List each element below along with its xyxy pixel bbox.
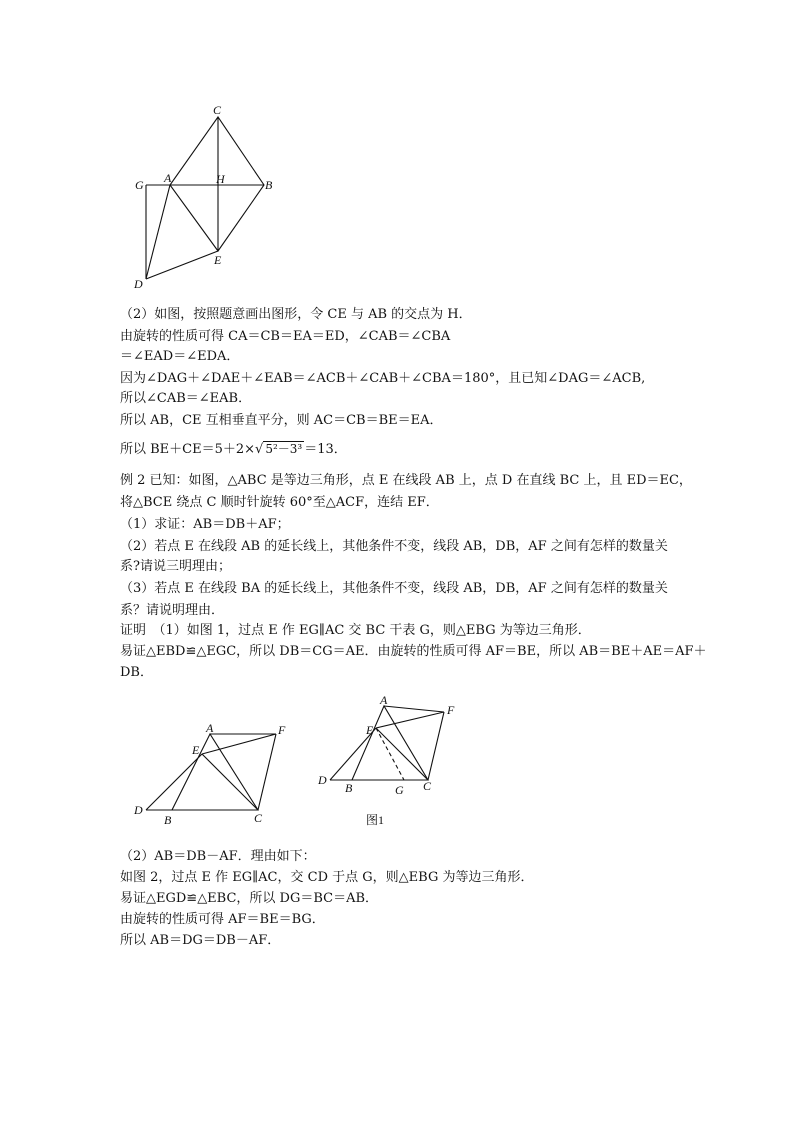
text-line-4: 因为∠DAG＋∠DAE＋∠EAB＝∠ACB＋∠CAB＋∠CBA＝180°，且已知∠DAG＝∠ACB,	[120, 371, 646, 386]
label-c: C	[423, 779, 432, 793]
text-line-9: 将△BCE 绕点 C 顺时针旋转 60°至△ACF，连结 EF．	[120, 495, 439, 510]
text-line-7-end: ＝13．	[304, 442, 347, 457]
label-g: G	[395, 783, 404, 797]
text-line-15: 证明 （1）如图 1，过点 E 作 EG∥AC 交 BC 干表 G，则△EBG 为等边三角形．	[120, 623, 591, 638]
label-b: B	[265, 178, 273, 192]
segment-da	[146, 185, 170, 279]
segment-ef	[376, 712, 444, 728]
label-c: C	[213, 105, 222, 117]
text-line-17: DB．	[120, 665, 153, 680]
label-e: E	[366, 723, 374, 737]
label-a: A	[380, 693, 388, 707]
text-line-7-start: 所以 BE＋CE＝5＋2×	[120, 442, 256, 457]
segment-de	[146, 754, 202, 810]
figure-1	[310, 692, 470, 832]
text-line-2: 由旋转的性质可得 CA＝CB＝EA＝ED，∠CAB＝∠CBA	[120, 329, 451, 344]
segment-eg-dashed	[376, 728, 404, 780]
label-d: D	[134, 277, 143, 291]
text-line-8: 例 2 已知：如图，△ABC 是等边三角形，点 E 在线段 AB 上，点 D 在直线 BC 上，且 ED＝EC，	[120, 473, 692, 488]
text-line-12: 系?请说三明理由；	[120, 559, 231, 574]
segment-ef	[202, 734, 276, 754]
sqrt-radicand: 5²－3³	[265, 442, 303, 456]
label-d: D	[318, 773, 327, 787]
label-b: B	[164, 813, 172, 827]
label-e: E	[214, 253, 222, 267]
text-line-3: ＝∠EAD＝∠EDA．	[120, 349, 240, 364]
text-line-16: 易证△EBD≌△EGC，所以 DB＝CG＝AE．由旋转的性质可得 AF＝BE，所以 AB＝BE＋AE＝AF＋	[120, 644, 707, 659]
text-line-6: 所以 AB，CE 互相垂直平分，则 AC＝CB＝BE＝EA．	[120, 413, 443, 428]
text-line-22: 所以 AB＝DG＝DB－AF．	[120, 933, 281, 948]
segment-ec	[202, 754, 258, 810]
label-b: B	[345, 781, 353, 795]
segment-de	[146, 251, 218, 279]
segment-af	[384, 706, 444, 712]
text-line-1: （2）如图，按照题意画出图形，令 CE 与 AB 的交点为 H．	[120, 307, 472, 322]
sqrt-expression: √ 5²－3³	[255, 442, 303, 457]
label-f: F	[278, 723, 286, 737]
triangle-abc	[172, 734, 258, 810]
text-line-19: 如图 2，过点 E 作 EG∥AC，交 CD 于点 G，则△EBG 为等边三角形．	[120, 870, 534, 885]
text-line-10: （1）求证：AB＝DB＋AF；	[120, 517, 290, 532]
text-line-14: 系？请说明理由．	[120, 603, 225, 618]
text-line-13: （3）若点 E 在线段 BA 的延长线上，其他条件不变，线段 AB，DB，AF 之间有怎样的数量关	[120, 581, 668, 596]
segment-fc	[428, 712, 444, 780]
label-h: H	[216, 172, 225, 186]
text-line-20: 易证△EGD≌△EBC，所以 DG＝BC＝AB．	[120, 891, 379, 906]
figure-caption: 图1	[366, 813, 385, 827]
text-line-21: 由旋转的性质可得 AF＝BE＝BG．	[120, 912, 325, 927]
label-a: A	[164, 171, 172, 185]
figure-example-left	[130, 718, 300, 830]
label-c: C	[254, 811, 263, 825]
label-a: A	[206, 721, 214, 735]
label-d: D	[134, 803, 143, 817]
figure-rhombus	[130, 105, 290, 295]
text-line-18: （2）AB＝DB－AF．理由如下：	[120, 849, 316, 864]
label-g: G	[135, 178, 144, 192]
text-line-7	[120, 440, 347, 459]
text-line-11: （2）若点 E 在线段 AB 的延长线上，其他条件不变，线段 AB，DB，AF 之间有怎样的数量关	[120, 539, 668, 554]
text-line-5: 所以∠CAB＝∠EAB．	[120, 391, 252, 406]
segment-fc	[258, 734, 276, 810]
label-e: E	[192, 743, 200, 757]
label-f: F	[447, 703, 455, 717]
